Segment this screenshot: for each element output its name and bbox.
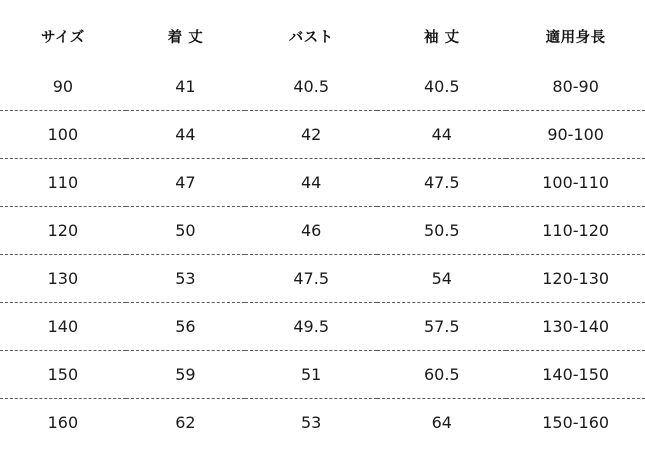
cell-size: 100 (0, 111, 126, 159)
cell-bust: 40.5 (293, 77, 329, 96)
column-header-size: サイズ (40, 30, 85, 46)
cell-length: 50 (126, 207, 245, 255)
cell-size: 150 (0, 351, 126, 399)
cell-height: 110-120 (506, 207, 645, 255)
cell-sleeve: 47.5 (377, 159, 506, 207)
cell-sleeve: 44 (377, 111, 506, 159)
cell-length: 59 (126, 351, 245, 399)
cell-size: 120 (0, 207, 126, 255)
cell-sleeve: 60.5 (377, 351, 506, 399)
column-header-bust: バスト (288, 30, 334, 46)
cell-sleeve: 64 (377, 399, 506, 447)
table-row (0, 111, 645, 159)
cell-length: 44 (126, 111, 245, 159)
column-header-length: 着 丈 (167, 30, 204, 46)
cell-bust: 51 (245, 351, 377, 399)
column-header-height: 適用身長 (545, 30, 606, 46)
cell-bust: 44 (245, 159, 377, 207)
cell-size: 140 (0, 303, 126, 351)
cell-bust: 49.5 (245, 303, 377, 351)
table-row (0, 255, 645, 303)
cell-bust: 42 (245, 111, 377, 159)
cell-height: 140-150 (506, 351, 645, 399)
column-header-sleeve: 袖 丈 (424, 30, 460, 46)
cell-height: 130-140 (506, 303, 645, 351)
cell-sleeve: 57.5 (377, 303, 506, 351)
header-row (0, 0, 645, 63)
cell-height: 80-90 (552, 77, 599, 96)
cell-bust: 53 (245, 399, 377, 447)
cell-size: 130 (0, 255, 126, 303)
cell-sleeve: 54 (377, 255, 506, 303)
cell-length: 56 (126, 303, 245, 351)
cell-height: 150-160 (506, 399, 645, 447)
cell-bust: 47.5 (245, 255, 377, 303)
cell-size: 90 (52, 77, 74, 96)
cell-sleeve: 50.5 (377, 207, 506, 255)
cell-height: 120-130 (506, 255, 645, 303)
cell-length: 41 (175, 77, 196, 96)
table-row (0, 207, 645, 255)
cell-length: 53 (126, 255, 245, 303)
table-header (0, 0, 645, 63)
cell-length: 62 (126, 399, 245, 447)
table-body (0, 63, 645, 446)
table-row (0, 351, 645, 399)
cell-height: 100-110 (506, 159, 645, 207)
table-row (0, 159, 645, 207)
cell-size: 110 (0, 159, 126, 207)
cell-height: 90-100 (506, 111, 645, 159)
table-row (0, 303, 645, 351)
cell-bust: 46 (245, 207, 377, 255)
table-row (0, 399, 645, 447)
cell-sleeve: 40.5 (423, 77, 460, 96)
cell-length: 47 (126, 159, 245, 207)
table-row (0, 63, 645, 111)
cell-size: 160 (0, 399, 126, 447)
